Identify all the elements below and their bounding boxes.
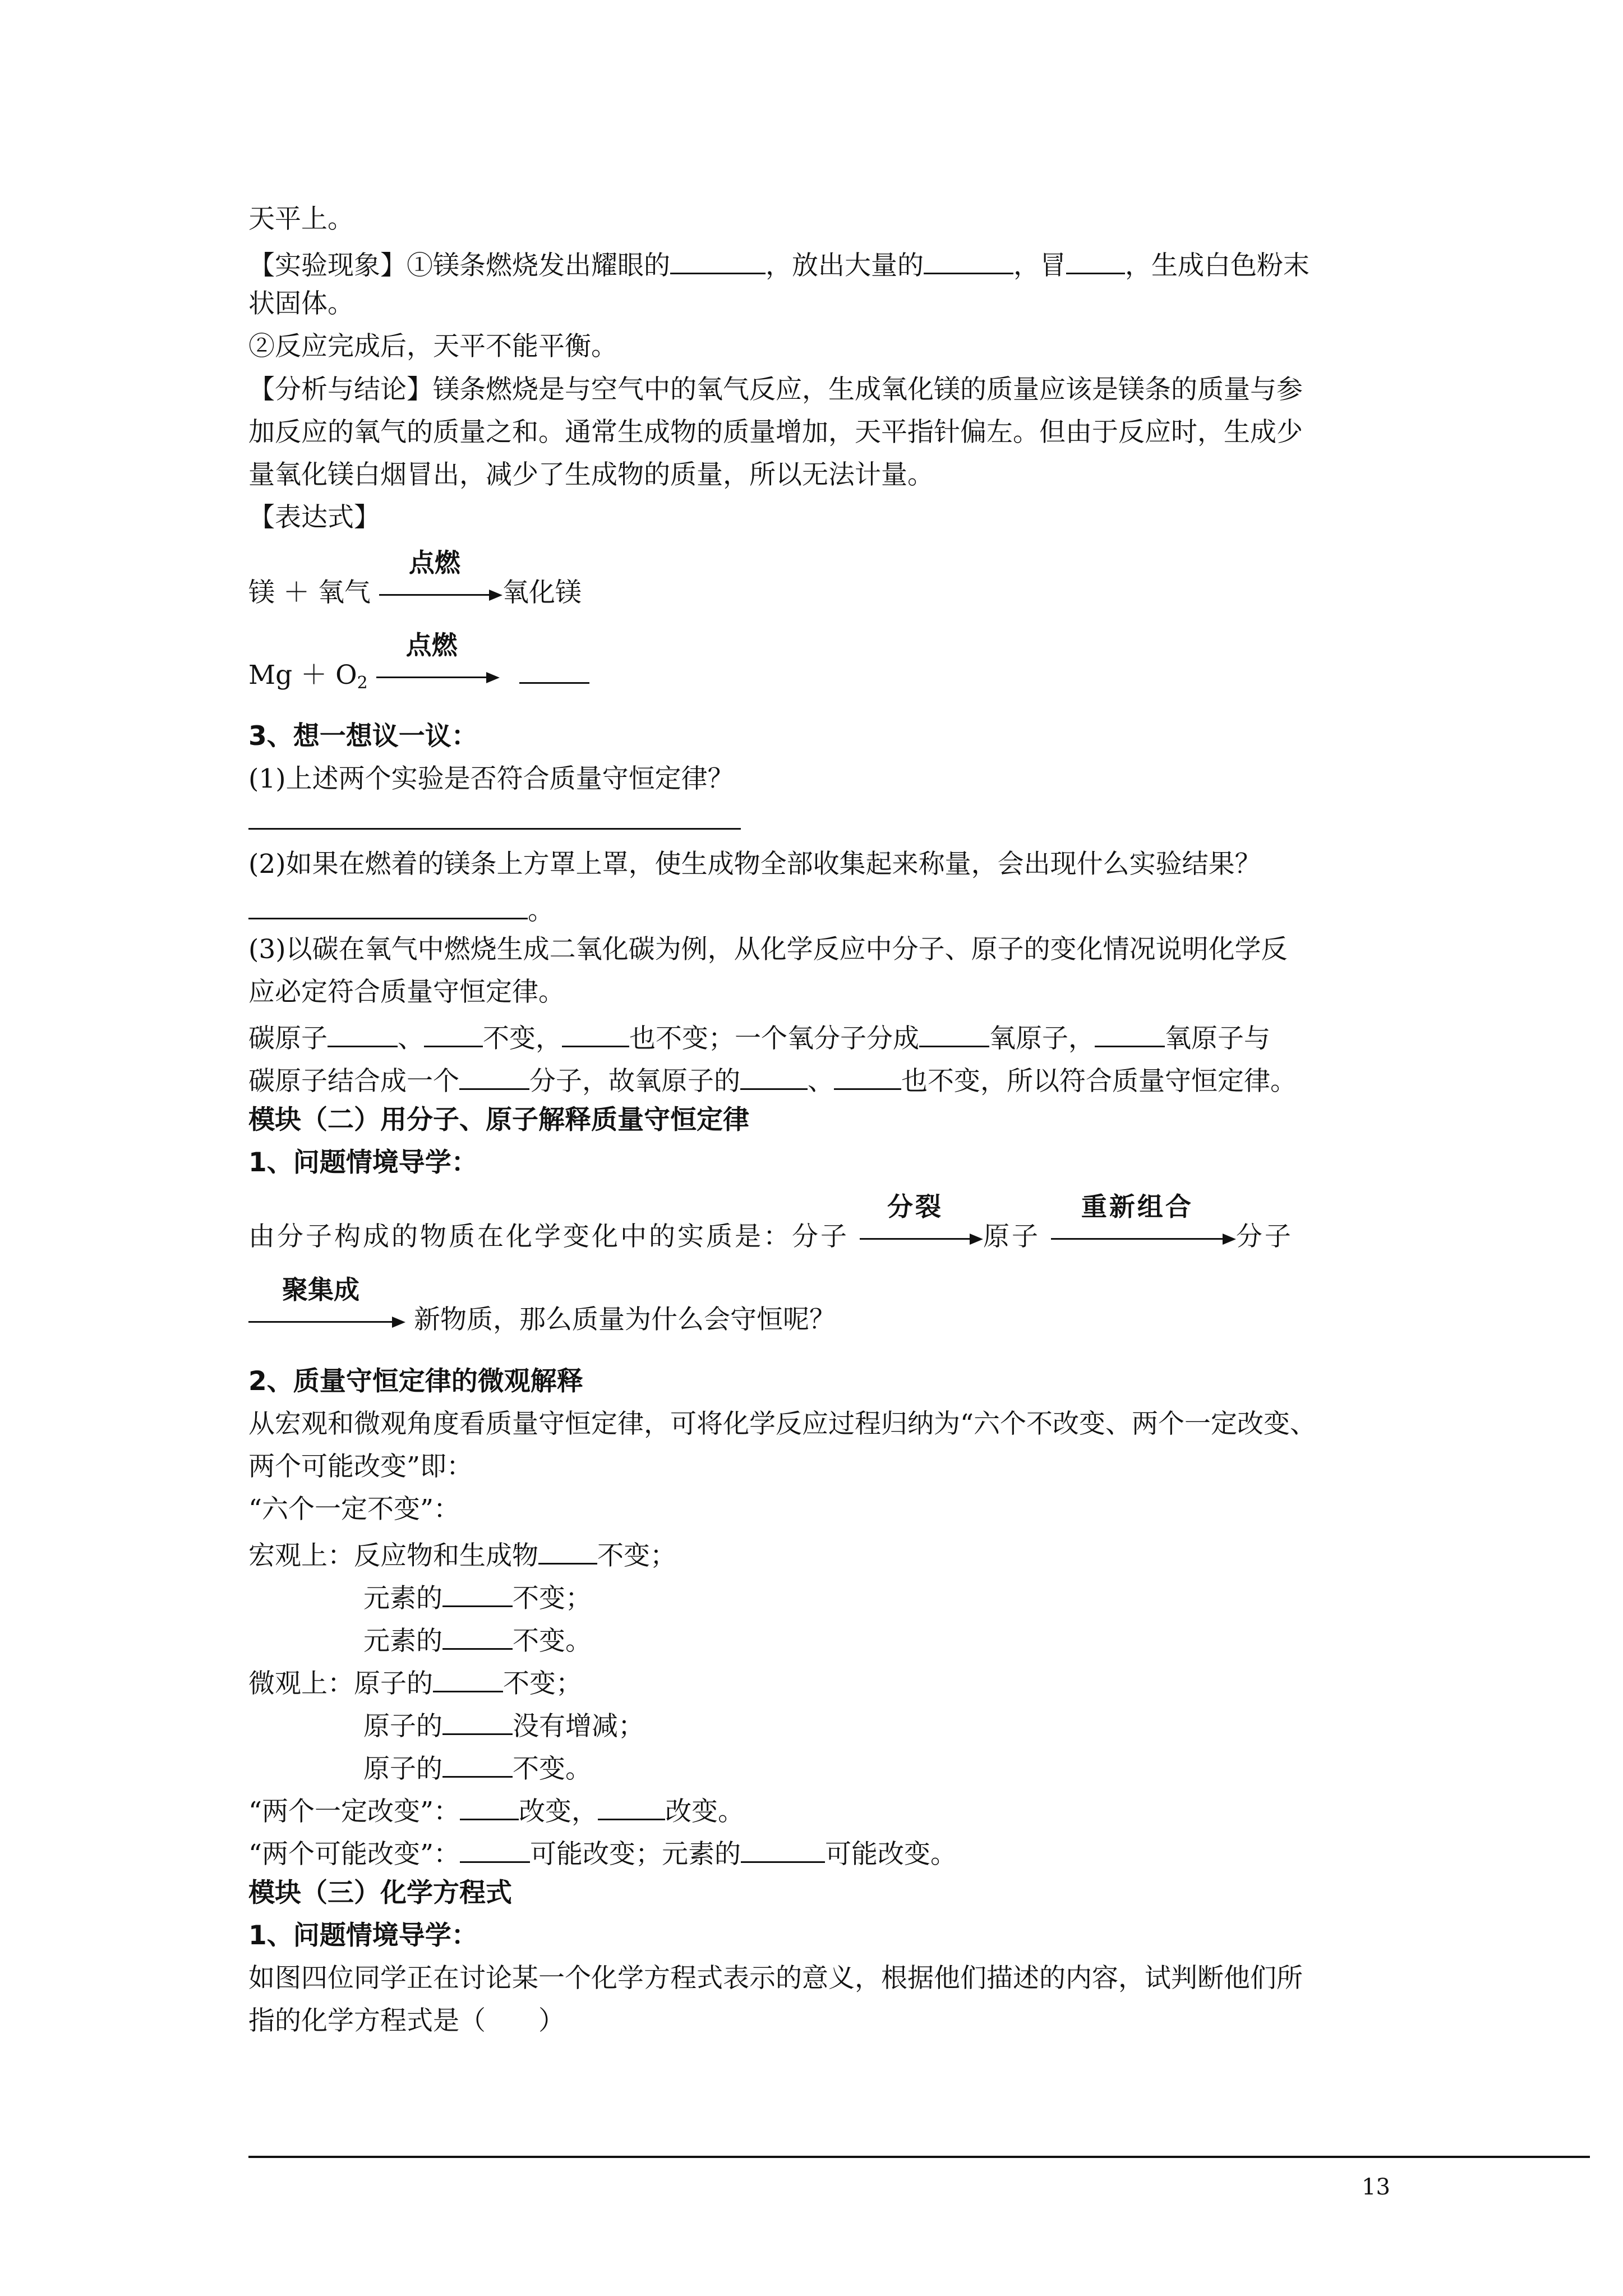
reaction-arrow: 点燃 <box>376 656 500 684</box>
fill-blank[interactable] <box>519 655 589 684</box>
reaction-arrow: 点燃 <box>379 573 502 601</box>
fill-blank[interactable] <box>1066 246 1125 274</box>
fill-blank[interactable] <box>460 1792 519 1820</box>
text-line: 元素的 不变。 <box>363 1621 1519 1658</box>
reaction-arrow: 重新组合 <box>1051 1217 1236 1245</box>
fill-blank[interactable] <box>433 1664 503 1692</box>
fill-blank[interactable] <box>538 1536 597 1565</box>
text-line: 原子的 没有增减； <box>363 1706 1519 1743</box>
text-line: 从宏观和微观角度看质量守恒定律，可将化学反应过程归纳为“六个不改变、两个一定改变、 <box>248 1409 1317 1439</box>
module-heading: 模块（三）化学方程式 <box>248 1878 512 1908</box>
section-heading: 1、问题情境导学： <box>248 1920 478 1951</box>
text-line: 状固体。 <box>248 288 354 319</box>
text-line: 宏观上：反应物和生成物 不变； <box>248 1536 1404 1572</box>
fill-blank[interactable] <box>834 1061 901 1090</box>
text-line: 两个可能改变”即： <box>248 1451 473 1482</box>
question-heading: 3、想一想议一议： <box>248 721 478 752</box>
symbol-equation: $Mg + O_2$ 点燃 <box>248 655 1404 700</box>
fill-blank[interactable] <box>328 1019 398 1047</box>
fill-blank[interactable] <box>562 1019 629 1047</box>
text-line: 【分析与结论】镁条燃烧是与空气中的氧气反应，生成氧化镁的质量应该是镁条的质量与参 <box>248 374 1303 405</box>
fill-blank[interactable] <box>248 801 741 830</box>
text-line: (2)如果在燃着的镁条上方罩上罩，使生成物全部收集起来称量，会出现什么实验结果？ <box>248 849 1261 880</box>
fill-blank[interactable] <box>460 1834 530 1863</box>
text-line: 加反应的氧气的质量之和。通常生成物的质量增加，天平指针偏左。但由于反应时，生成少 <box>248 417 1303 448</box>
fill-blank[interactable] <box>741 1834 825 1863</box>
module-heading: 模块（二）用分子、原子解释质量守恒定律 <box>248 1105 749 1135</box>
text-line: 微观上：原子的 不变； <box>248 1664 1404 1700</box>
text-line: 应必定符合质量守恒定律。 <box>248 977 565 1007</box>
reaction-arrow: 聚集成 <box>248 1300 405 1328</box>
text-line: 碳原子结合成一个 分子，故氧原子的 、 也不变，所以符合质量守恒定律。 <box>248 1061 1404 1098</box>
text-line: 量氧化镁白烟冒出，减少了生成物的质量，所以无法计量。 <box>248 459 934 490</box>
text-line: 聚集成 新物质，那么质量为什么会守恒呢？ <box>248 1300 1404 1336</box>
fill-blank[interactable] <box>1095 1019 1165 1047</box>
text-line: ②反应完成后，天平不能平衡。 <box>248 331 617 362</box>
text-line: 天平上。 <box>248 204 354 234</box>
section-heading: 1、问题情境导学： <box>248 1147 478 1178</box>
fill-blank[interactable] <box>424 1019 483 1047</box>
text-line: 【实验现象】①镁条燃烧发出耀眼的 ，放出大量的 ，冒 ，生成白色粉末 <box>248 246 1404 282</box>
text-line: 【表达式】 <box>248 502 380 533</box>
fill-blank[interactable] <box>598 1792 665 1820</box>
fill-blank[interactable] <box>442 1706 513 1735</box>
answer-line: 。 <box>248 891 1404 927</box>
text-line: 原子的 不变。 <box>363 1749 1519 1786</box>
text-line: 由分子构成的物质在化学变化中的实质是：分子 分裂 原子 重新组合 分子 <box>248 1191 1293 1252</box>
word-equation: 镁 ＋ 氧气 点燃 氧化镁 <box>248 547 582 608</box>
text-line: 指的化学方程式是（ ） <box>248 2005 565 2036</box>
text-line: “六个一定不变”： <box>248 1494 460 1525</box>
answer-line <box>248 801 1404 838</box>
fill-blank[interactable] <box>459 1061 529 1090</box>
text-line: (3)以碳在氧气中燃烧生成二氧化碳为例，从化学反应中分子、原子的变化情况说明化学反 <box>248 934 1288 965</box>
text-line: 如图四位同学正在讨论某一个化学方程式表示的意义，根据他们描述的内容，试判断他们所 <box>248 1963 1303 1994</box>
text-line: (1)上述两个实验是否符合质量守恒定律？ <box>248 763 734 794</box>
reaction-arrow: 分裂 <box>860 1217 983 1245</box>
fill-blank[interactable] <box>442 1579 513 1607</box>
text-line: “两个一定改变”： 改变， 改变。 <box>248 1792 1404 1828</box>
fill-blank[interactable] <box>740 1061 808 1090</box>
fill-blank[interactable] <box>924 246 1013 274</box>
fill-blank[interactable] <box>670 246 766 274</box>
text-line: 元素的 不变； <box>363 1579 1519 1615</box>
text-line: “两个可能改变”： 可能改变；元素的 可能改变。 <box>248 1834 1404 1871</box>
page-number: 13 <box>1362 2174 1390 2200</box>
text-line: 碳原子 、 不变， 也不变；一个氧分子分成 氧原子， 氧原子与 <box>248 1019 1404 1055</box>
fill-blank[interactable] <box>442 1621 513 1650</box>
section-heading: 2、质量守恒定律的微观解释 <box>248 1366 583 1397</box>
fill-blank[interactable] <box>248 891 528 919</box>
footer-rule <box>248 2156 1590 2158</box>
fill-blank[interactable] <box>442 1749 513 1778</box>
fill-blank[interactable] <box>919 1019 989 1047</box>
